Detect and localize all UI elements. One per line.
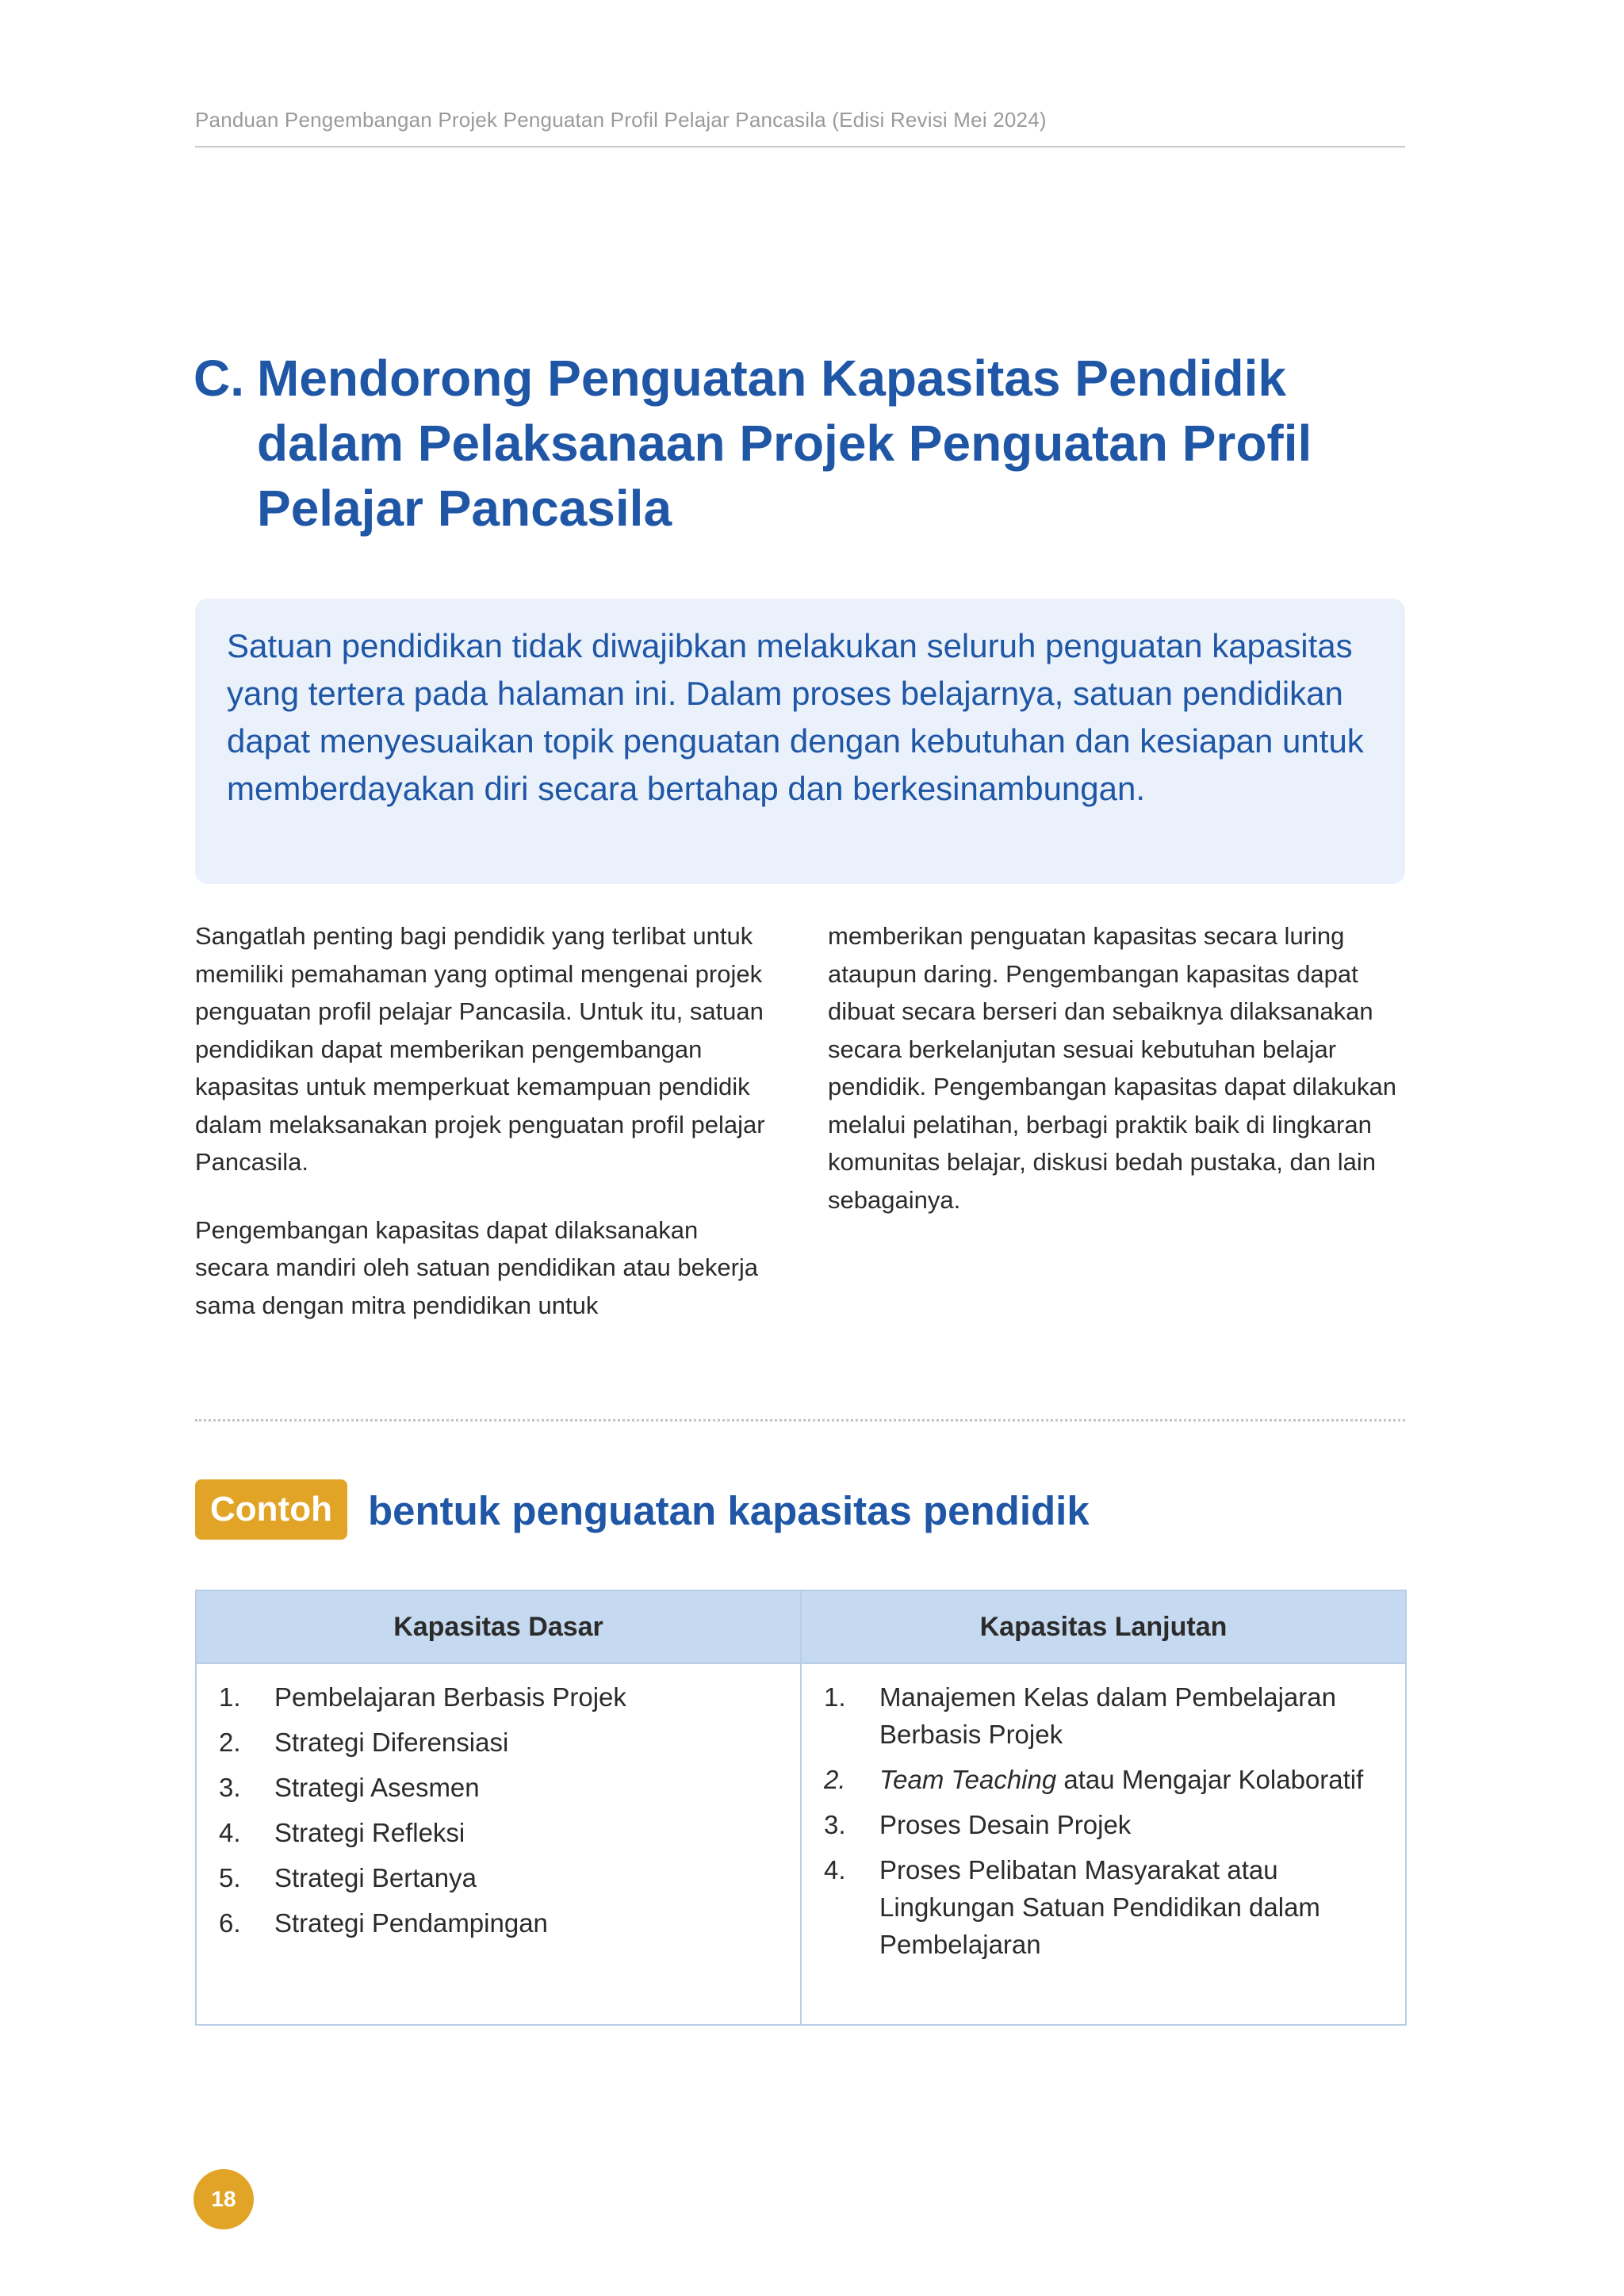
list-item	[824, 1678, 1383, 1753]
callout-text: Satuan pendidikan tidak diwajibkan melakukan seluruh penguatan kapasitas yang tertera pada halaman ini. Dalam proses belajarnya, satuan pendidikan dapat menyesuaikan topik penguatan dengan kebutuhan dan kesiapan untuk memberdayakan diri secara bertahap dan berkesinambungan.	[227, 627, 1364, 807]
body-paragraph: Pengembangan kapasitas dapat dilaksanakan secara mandiri oleh satuan pendidikan atau bekerja sama dengan mitra pendidikan untuk	[195, 1215, 759, 1319]
item-number: 4.	[824, 1855, 846, 1885]
section-title: Mendorong Penguatan Kapasitas Pendidik dalam Pelaksanaan Projek Penguatan Profil Pelajar Pancasila	[257, 350, 1312, 537]
list-item	[219, 1769, 778, 1806]
item-number: 1.	[824, 1682, 846, 1712]
running-header: Panduan Pengembangan Projek Penguatan Profil Pelajar Pancasila (Edisi Revisi Mei 2024)	[195, 108, 1047, 132]
body-paragraph: memberikan penguatan kapasitas secara luring ataupun daring. Pengembangan kapasitas dapat dibuat secara berseri dan sebaiknya dilaksanakan secara berkelanjutan sesuai kebutuhan belajar pendidik. Pengembangan kapasitas dapat dilakukan melalui pelatihan, berbagi praktik baik di lingkaran komunitas belajar, diskusi bedah pustaka, dan lain sebagainya.	[828, 922, 1396, 1214]
item-number: 3.	[824, 1810, 846, 1839]
capacity-table	[195, 1590, 1407, 2026]
item-number: 6.	[219, 1908, 241, 1938]
item-text	[879, 1761, 1383, 1798]
item-text: Manajemen Kelas dalam Pembelajaran Berbasis Projek	[879, 1682, 1336, 1749]
section-heading	[193, 346, 1431, 541]
item-number: 2.	[824, 1765, 846, 1794]
contoh-badge: Contoh	[195, 1479, 347, 1540]
table-cell-dasar	[197, 1664, 800, 1950]
item-number: 2.	[219, 1728, 241, 1757]
body-column-right	[828, 917, 1399, 1249]
list-item	[219, 1724, 778, 1761]
item-number: 5.	[219, 1863, 241, 1892]
item-number: 1.	[219, 1682, 241, 1712]
list-item	[824, 1761, 1383, 1798]
page-number-badge: 18	[193, 2169, 254, 2229]
contoh-title: bentuk penguatan kapasitas pendidik	[368, 1488, 1090, 1533]
list-item	[219, 1904, 778, 1942]
note-callout	[195, 599, 1405, 884]
header-divider	[195, 146, 1405, 147]
item-text: Strategi Pendampingan	[274, 1908, 548, 1938]
item-text-rest: atau Mengajar Kolaboratif	[1056, 1765, 1364, 1794]
item-number: 4.	[219, 1818, 241, 1847]
item-number: 3.	[219, 1773, 241, 1802]
table-cell-lanjutan	[802, 1664, 1405, 1971]
item-text: Strategi Refleksi	[274, 1818, 465, 1847]
body-paragraph: Sangatlah penting bagi pendidik yang terlibat untuk memiliki pemahaman yang optimal mengenai projek penguatan profil pelajar Pancasila. Untuk itu, satuan pendidikan dapat memberikan pengembangan kapasitas untuk memperkuat kemampuan pendidik dalam melaksanakan projek penguatan profil pelajar Pancasila.	[195, 922, 765, 1176]
table-header-lanjutan: Kapasitas Lanjutan	[802, 1591, 1405, 1664]
item-text: Pembelajaran Berbasis Projek	[274, 1682, 626, 1712]
list-item	[219, 1814, 778, 1851]
dotted-divider	[195, 1419, 1405, 1422]
table-header-dasar: Kapasitas Dasar	[197, 1591, 800, 1664]
item-text: Proses Desain Projek	[879, 1810, 1132, 1839]
lanjutan-list	[824, 1678, 1383, 1963]
item-text: Strategi Diferensiasi	[274, 1728, 509, 1757]
item-text-italic: Team Teaching	[879, 1765, 1057, 1794]
table-column-lanjutan	[800, 1591, 1405, 2024]
item-text: Strategi Bertanya	[274, 1863, 477, 1892]
section-letter: C.	[193, 350, 244, 407]
item-text: Proses Pelibatan Masyarakat atau Lingkungan Satuan Pendidikan dalam Pembelajaran	[879, 1855, 1320, 1959]
table-column-dasar	[197, 1591, 800, 2024]
item-text: Strategi Asesmen	[274, 1773, 480, 1802]
body-column-left	[195, 917, 766, 1354]
list-item	[824, 1851, 1383, 1963]
list-item	[219, 1859, 778, 1896]
list-item	[219, 1678, 778, 1716]
list-item	[824, 1806, 1383, 1843]
dasar-list	[219, 1678, 778, 1942]
